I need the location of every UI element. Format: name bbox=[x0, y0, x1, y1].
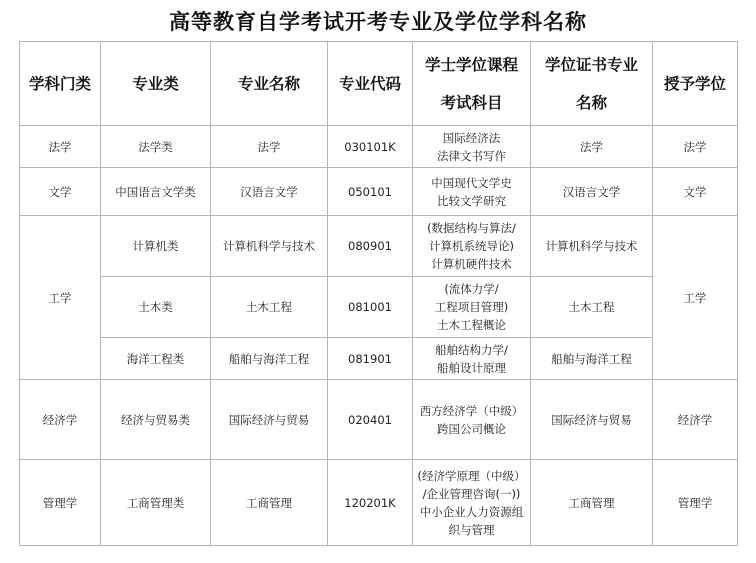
major-code-cell: 120201K bbox=[328, 460, 413, 546]
page-title: 高等教育自学考试开考专业及学位学科名称 bbox=[169, 9, 587, 34]
major-class-cell: 工商管理类 bbox=[101, 460, 211, 546]
table-row bbox=[20, 338, 738, 380]
table-row bbox=[20, 380, 738, 460]
header-major-name: 专业名称 bbox=[211, 42, 328, 126]
major-name-cell: 国际经济与贸易 bbox=[211, 380, 328, 460]
exam-subject: /企业管理咨询(一)) bbox=[422, 486, 521, 501]
exam-subject: (数据结构与算法/ bbox=[427, 221, 516, 235]
major-class-cell: 计算机类 bbox=[101, 216, 211, 277]
exam-subject: 西方经济学（中级） bbox=[419, 403, 524, 418]
exam-subject: 中小企业人力资源组 bbox=[419, 504, 524, 519]
exam-subject: (经济学原理（中级） bbox=[417, 468, 526, 483]
exam-subject: 工程项目管理) bbox=[434, 300, 509, 314]
discipline-cell: 文学 bbox=[20, 168, 101, 216]
header-exam-line2: 考试科目 bbox=[440, 93, 503, 112]
degree-cell: 文学 bbox=[653, 168, 738, 216]
exam-subjects-cell bbox=[413, 126, 531, 168]
header-major-class: 专业类 bbox=[101, 42, 211, 126]
table-row bbox=[20, 460, 738, 546]
table-row bbox=[20, 126, 738, 168]
exam-subject: 比较文学研究 bbox=[437, 193, 506, 208]
header-degree: 授予学位 bbox=[653, 42, 738, 126]
degree-cell: 法学 bbox=[653, 126, 738, 168]
major-name-cell: 法学 bbox=[211, 126, 328, 168]
header-cert-name bbox=[531, 42, 653, 126]
exam-subject: 法律文书写作 bbox=[437, 148, 506, 163]
cert-name-cell: 工商管理 bbox=[531, 460, 653, 546]
exam-subject: 织与管理 bbox=[448, 522, 495, 537]
major-name-cell: 工商管理 bbox=[211, 460, 328, 546]
major-class-cell: 土木类 bbox=[101, 277, 211, 338]
cert-name-cell: 国际经济与贸易 bbox=[531, 380, 653, 460]
major-code-cell: 081001 bbox=[328, 277, 413, 338]
table-row bbox=[20, 168, 738, 216]
major-code-cell: 050101 bbox=[328, 168, 413, 216]
exam-subject: 跨国公司概论 bbox=[437, 421, 506, 436]
exam-subjects-cell bbox=[413, 338, 531, 380]
exam-subjects-cell bbox=[413, 216, 531, 277]
exam-subject: (流体力学/ bbox=[444, 282, 499, 296]
discipline-cell: 法学 bbox=[20, 126, 101, 168]
exam-subject: 土木工程概论 bbox=[437, 318, 506, 332]
cert-name-cell: 汉语言文学 bbox=[531, 168, 653, 216]
degree-cell: 经济学 bbox=[653, 380, 738, 460]
major-code-cell: 020401 bbox=[328, 380, 413, 460]
exam-subject: 国际经济法 bbox=[442, 130, 501, 145]
major-class-cell: 海洋工程类 bbox=[101, 338, 211, 380]
major-code-cell: 080901 bbox=[328, 216, 413, 277]
major-class-cell: 经济与贸易类 bbox=[101, 380, 211, 460]
major-name-cell: 汉语言文学 bbox=[211, 168, 328, 216]
exam-subjects-cell bbox=[413, 168, 531, 216]
degree-cell: 管理学 bbox=[653, 460, 738, 546]
exam-subject: 计算机系统导论) bbox=[429, 239, 514, 253]
degree-cell: 工学 bbox=[653, 216, 738, 380]
discipline-cell: 经济学 bbox=[20, 380, 101, 460]
header-row bbox=[20, 42, 738, 126]
discipline-cell: 管理学 bbox=[20, 460, 101, 546]
table-row bbox=[20, 277, 738, 338]
discipline-cell: 工学 bbox=[20, 216, 101, 380]
major-class-cell: 法学类 bbox=[101, 126, 211, 168]
header-exam-line1: 学士学位课程 bbox=[424, 55, 518, 74]
exam-subject: 中国现代文学史 bbox=[431, 175, 512, 190]
header-major-code: 专业代码 bbox=[328, 42, 413, 126]
exam-subjects-cell bbox=[413, 277, 531, 338]
table-row bbox=[20, 216, 738, 277]
major-code-cell: 030101K bbox=[328, 126, 413, 168]
exam-subject: 计算机硬件技术 bbox=[431, 257, 512, 271]
exam-subject: 船舶设计原理 bbox=[437, 360, 506, 375]
header-cert-line1: 学位证书专业 bbox=[544, 55, 638, 74]
exam-subjects-cell bbox=[413, 460, 531, 546]
cert-name-cell: 法学 bbox=[531, 126, 653, 168]
cert-name-cell: 土木工程 bbox=[531, 277, 653, 338]
header-discipline: 学科门类 bbox=[20, 42, 101, 126]
cert-name-cell: 船舶与海洋工程 bbox=[531, 338, 653, 380]
major-name-cell: 船舶与海洋工程 bbox=[211, 338, 328, 380]
major-name-cell: 土木工程 bbox=[211, 277, 328, 338]
header-exam-subjects bbox=[413, 42, 531, 126]
major-table bbox=[19, 41, 738, 546]
major-name-cell: 计算机科学与技术 bbox=[211, 216, 328, 277]
exam-subjects-cell bbox=[413, 380, 531, 460]
major-code-cell: 081901 bbox=[328, 338, 413, 380]
header-cert-line2: 名称 bbox=[575, 93, 607, 112]
cert-name-cell: 计算机科学与技术 bbox=[531, 216, 653, 277]
major-class-cell: 中国语言文学类 bbox=[101, 168, 211, 216]
exam-subject: 船舶结构力学/ bbox=[435, 342, 508, 357]
